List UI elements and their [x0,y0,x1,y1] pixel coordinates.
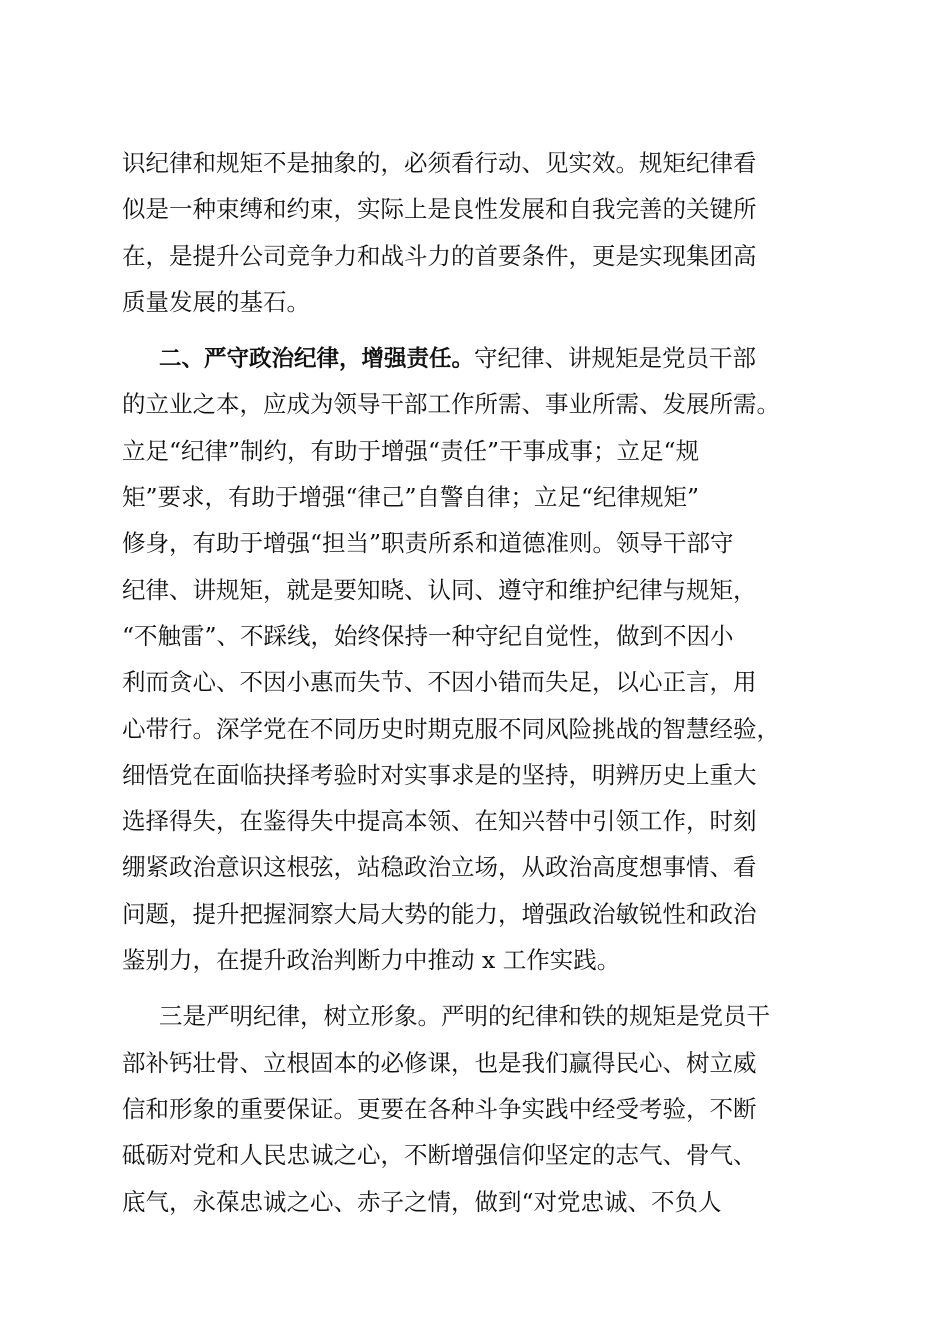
heading-continuation: 守纪律、讲规矩是党员干部 [474,344,757,373]
text-line: 识纪律和规矩不是抽象的，必须看行动、见实效。规矩纪律看 [122,149,757,177]
section-heading-2: 二、严守政治纪律，增强责任。 [159,346,475,373]
text-line: 绷紧政治意识这根弦，站稳政治立场，从政治高度想事情、看 [122,853,757,882]
text-line: 底气，永葆忠诚之心、赤子之情，做到“对党忠诚、不负人 [122,1187,722,1216]
text-line: 部补钙壮骨、立根固本的必修课，也是我们赢得民心、树立威 [122,1048,757,1077]
text-line: 鉴别力，在提升政治判断力中推动 x 工作实践。 [122,946,621,975]
text-line: 质量发展的基石。 [122,287,310,316]
text-line: 细悟党在面临抉择考验时对实事求是的坚持，明辨历史上重大 [122,760,757,789]
document-body [122,140,842,1225]
text-line: 似是一种束缚和约束，实际上是良性发展和自我完善的关键所 [122,195,757,224]
text-line: 问题，提升把握洞察大局大势的能力，增强政治敏锐性和政治 [122,899,757,928]
text-line: 选择得失，在鉴得失中提高本领、在知兴替中引领工作，时刻 [122,807,757,836]
paragraph-1 [122,140,842,325]
text-line: 纪律、讲规矩，就是要知晓、认同、遵守和维护纪律与规矩， [122,575,757,604]
paragraph-2 [122,335,842,983]
paragraph-gap [122,325,842,335]
text-line: 三是严明纪律，树立形象。严明的纪律和铁的规矩是党员干 [159,1002,770,1031]
text-line: 矩”要求，有助于增强“律己”自警自律；立足“纪律规矩” [122,483,700,512]
text-line: “不触雷”、不踩线，始终保持一种守纪自觉性，做到不因小 [122,621,734,650]
paragraph-3 [122,993,842,1224]
paragraph-gap [122,983,842,993]
text-line: 心带行。深学党在不同历史时期克服不同风险挑战的智慧经验， [122,714,780,743]
text-line: 利而贪心、不因小惠而失节、不因小错而失足，以心正言，用 [122,668,757,697]
text-line [122,335,842,381]
text-line: 信和形象的重要保证。更要在各种斗争实践中经受考验，不断 [122,1094,757,1123]
text-line: 砥砺对党和人民忠诚之心，不断增强信仰坚定的志气、骨气、 [122,1141,757,1170]
text-line: 修身，有助于增强“担当”职责所系和道德准则。领导干部守 [122,529,734,558]
text-line: 立足“纪律”制约，有助于增强“责任”干事成事；立足“规 [122,436,700,465]
text-line: 在，是提升公司竞争力和战斗力的首要条件，更是实现集团高 [122,241,757,270]
text-line: 的立业之本，应成为领导干部工作所需、事业所需、发展所需。 [122,390,780,419]
